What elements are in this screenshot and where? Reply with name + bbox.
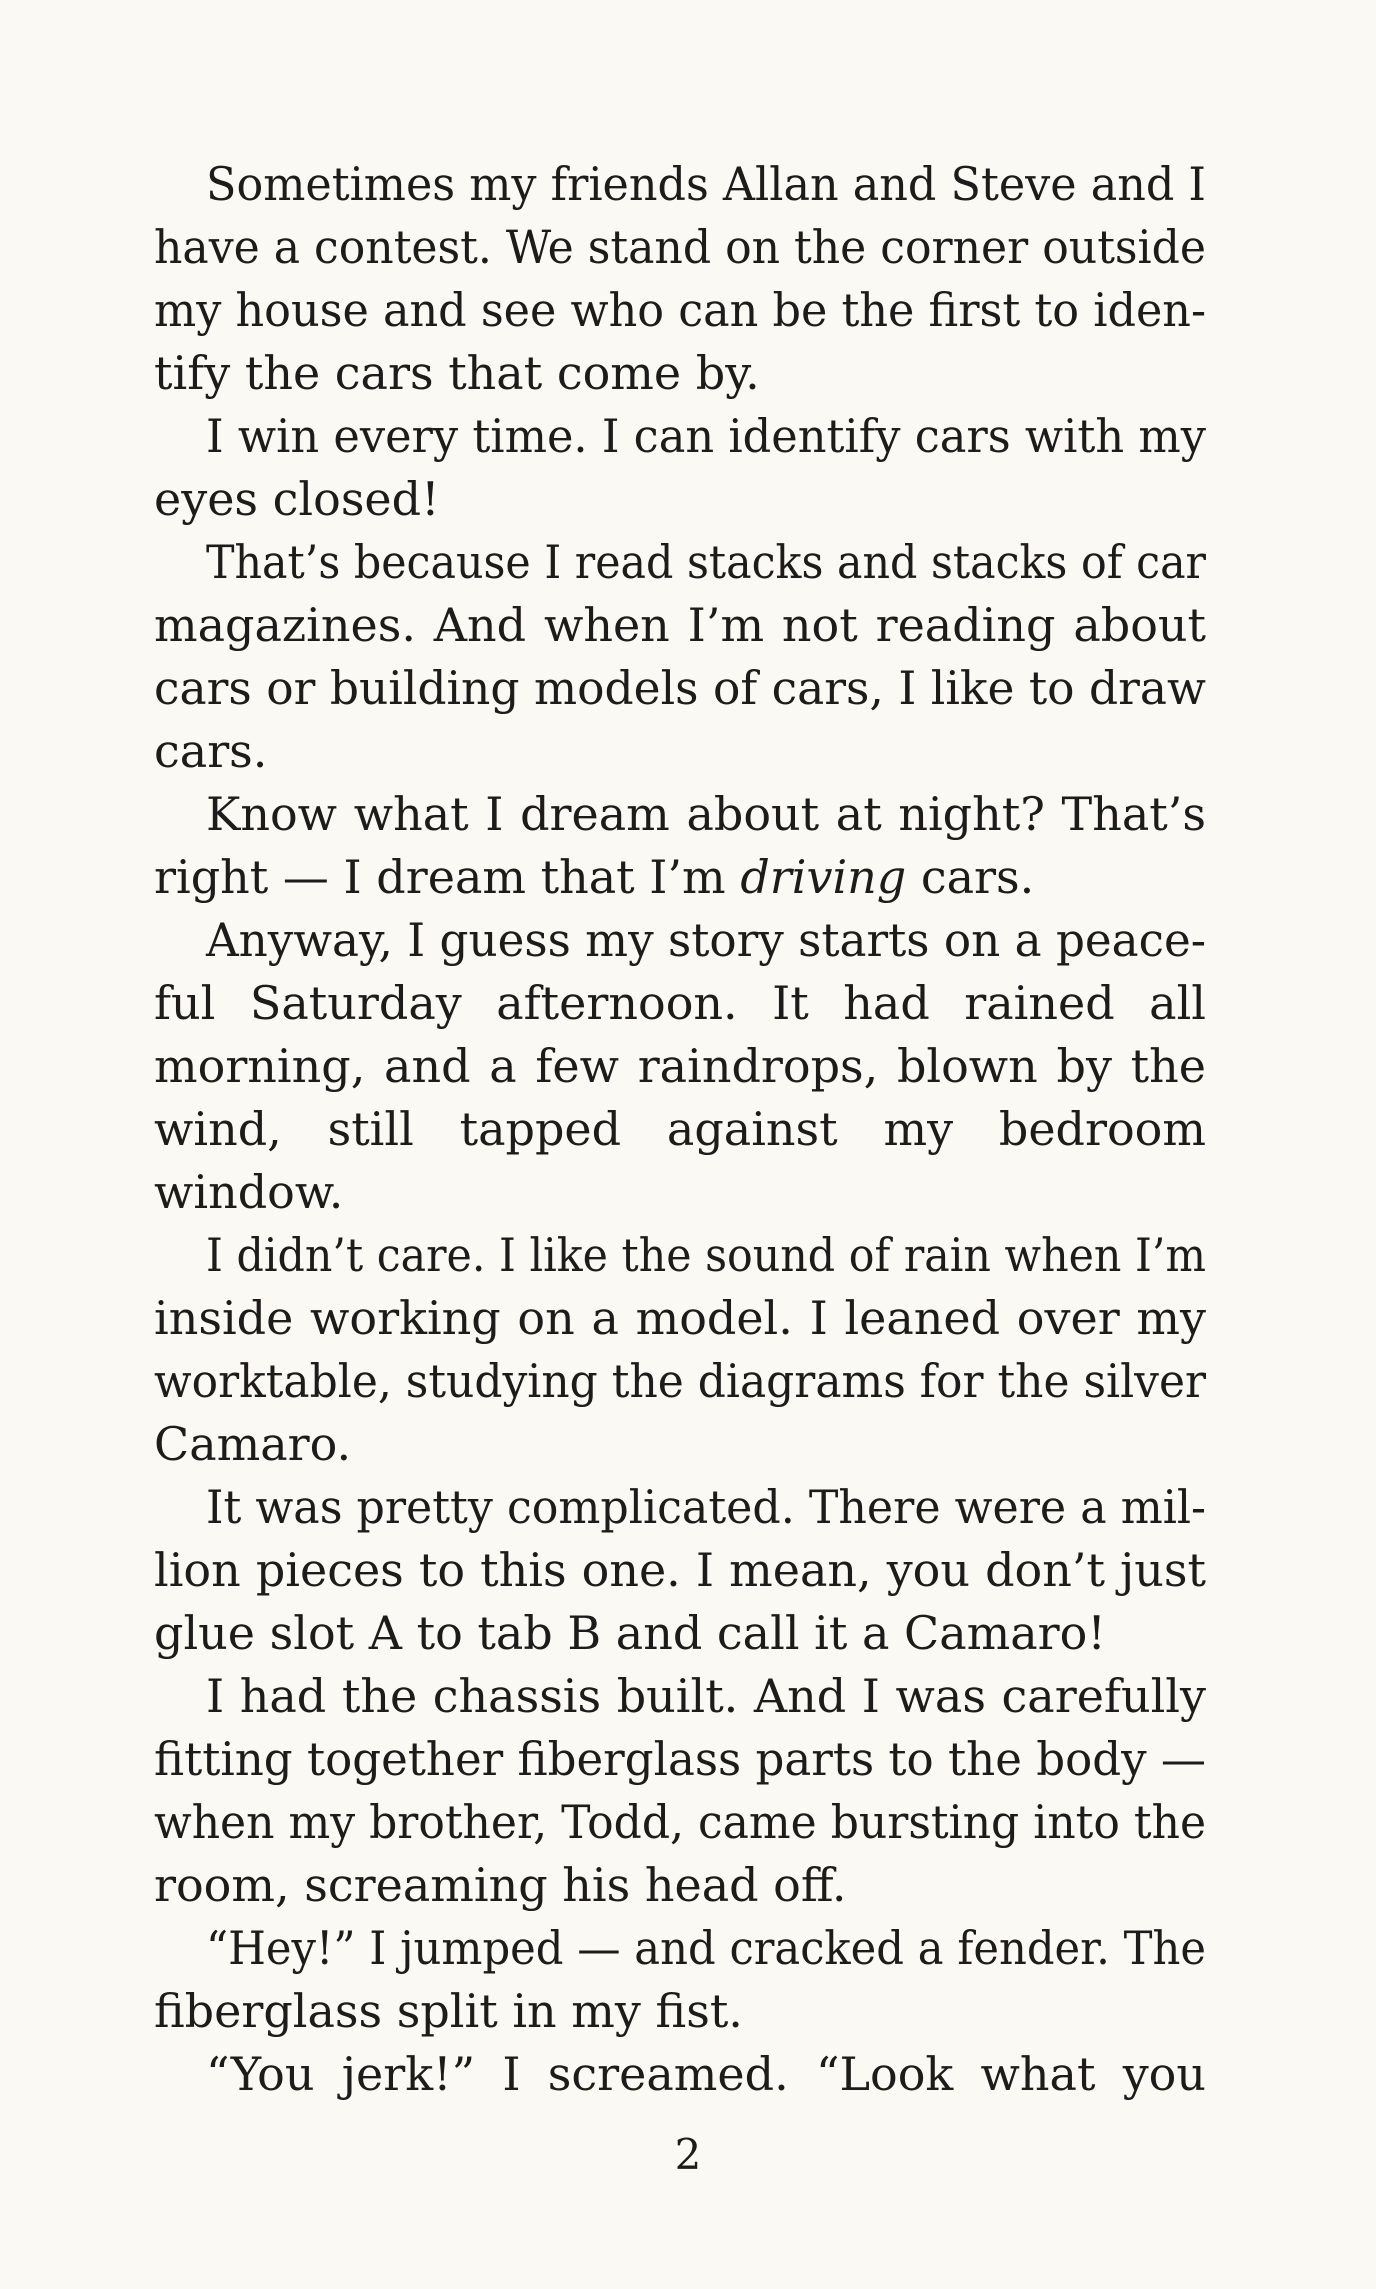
text-run: cars or building models of cars, I like to draw	[154, 661, 1206, 715]
text-line	[154, 846, 1206, 909]
text-line-content	[206, 1665, 1206, 1728]
text-line	[154, 594, 1206, 657]
text-line-content	[206, 153, 1206, 216]
text-line-content	[154, 1098, 1206, 1161]
text-run: “You jerk!” I screamed. “Look what you	[206, 2047, 1206, 2101]
text-run: I didn’t care. I like the sound of rain when I’m	[206, 1228, 1206, 1282]
text-line-content	[206, 1917, 1206, 1980]
text-run: have a contest. We stand on the corner outside	[154, 220, 1206, 274]
text-line	[154, 1602, 1206, 1665]
text-line-content	[154, 1854, 847, 1917]
text-line	[154, 342, 1206, 405]
text-line	[154, 783, 1206, 846]
text-line-content	[154, 594, 1206, 657]
text-run: morning, and a few raindrops, blown by the	[154, 1039, 1206, 1093]
text-line-content	[154, 1791, 1206, 1854]
text-run: I win every time. I can identify cars with my	[206, 409, 1206, 463]
text-line	[154, 1791, 1206, 1854]
text-line-content	[206, 2043, 1206, 2106]
text-line-content	[154, 1602, 1106, 1665]
text-line-content	[154, 1161, 343, 1224]
text-line	[154, 1980, 1206, 2043]
text-line	[154, 2043, 1206, 2106]
text-line	[154, 1035, 1206, 1098]
text-line-content	[154, 1350, 1206, 1413]
text-run: lion pieces to this one. I mean, you don’t just	[154, 1543, 1206, 1597]
text-line	[154, 405, 1206, 468]
text-run: room, screaming his head off.	[154, 1858, 847, 1912]
text-line	[154, 1098, 1206, 1161]
text-run: Anyway, I guess my story starts on a peace-	[206, 913, 1206, 967]
text-run: glue slot A to tab B and call it a Camaro!	[154, 1606, 1106, 1660]
text-line	[154, 1287, 1206, 1350]
text-line	[154, 216, 1206, 279]
text-line	[154, 720, 1206, 783]
text-run: cars.	[154, 724, 268, 778]
text-line	[154, 1413, 1206, 1476]
text-line-content	[154, 1728, 1206, 1791]
text-line-content	[154, 846, 1034, 909]
text-line-content	[154, 342, 760, 405]
text-line-content	[206, 1476, 1206, 1539]
text-run: inside working on a model. I leaned over my	[154, 1291, 1206, 1345]
text-line	[154, 153, 1206, 216]
text-run: my house and see who can be the first to iden-	[154, 283, 1206, 337]
text-run: magazines. And when I’m not reading about	[154, 598, 1206, 652]
text-line	[154, 279, 1206, 342]
text-line	[154, 1854, 1206, 1917]
text-line	[154, 657, 1206, 720]
text-line-content	[154, 1980, 743, 2043]
text-run: Camaro.	[154, 1417, 352, 1471]
text-line	[154, 972, 1206, 1035]
text-run: worktable, studying the diagrams for the silver	[154, 1354, 1206, 1408]
text-run: cars.	[906, 850, 1035, 904]
text-run: ful Saturday afternoon. It had rained all	[154, 976, 1206, 1030]
text-line-content	[206, 405, 1206, 468]
text-line	[154, 468, 1206, 531]
text-run: Know what I dream about at night? That’s	[206, 787, 1206, 841]
text-run: tify the cars that come by.	[154, 346, 760, 400]
text-run: fiberglass split in my fist.	[154, 1984, 743, 2038]
text-line	[154, 1476, 1206, 1539]
text-run: eyes closed!	[154, 472, 440, 526]
text-line-content	[206, 783, 1206, 846]
text-line-content	[154, 1287, 1206, 1350]
text-line	[154, 1224, 1206, 1287]
text-line	[154, 909, 1206, 972]
text-run: It was pretty complicated. There were a mil-	[206, 1480, 1206, 1534]
text-line	[154, 1539, 1206, 1602]
text-run: window.	[154, 1165, 344, 1219]
text-line-content	[154, 216, 1206, 279]
text-line-content	[154, 720, 267, 783]
text-line-content	[154, 279, 1206, 342]
text-run: when my brother, Todd, came bursting into the	[154, 1795, 1206, 1849]
text-run: right — I dream that I’m	[154, 850, 741, 904]
text-line-content	[154, 1035, 1206, 1098]
text-line-content	[154, 972, 1206, 1035]
text-line-content	[206, 909, 1206, 972]
body-text	[154, 153, 1206, 2106]
italic-run: driving	[740, 850, 907, 904]
text-run: “Hey!” I jumped — and cracked a fender. The	[206, 1921, 1206, 1975]
text-line-content	[154, 657, 1206, 720]
text-line-content	[154, 1413, 351, 1476]
text-line-content	[154, 1539, 1206, 1602]
text-run: I had the chassis built. And I was carefully	[206, 1669, 1206, 1723]
text-run: wind, still tapped against my bedroom	[154, 1102, 1206, 1156]
text-line	[154, 1917, 1206, 1980]
text-line-content	[154, 468, 440, 531]
text-line	[154, 1728, 1206, 1791]
text-line-content	[206, 1224, 1206, 1287]
text-line	[154, 1665, 1206, 1728]
text-run: That’s because I read stacks and stacks of car	[206, 535, 1206, 589]
text-line	[154, 531, 1206, 594]
text-line	[154, 1161, 1206, 1224]
text-line	[154, 1350, 1206, 1413]
text-run: Sometimes my friends Allan and Steve and I	[206, 157, 1206, 211]
page-number: 2	[674, 2130, 702, 2179]
text-line-content	[206, 531, 1206, 594]
text-run: fitting together fiberglass parts to the body —	[154, 1732, 1206, 1786]
